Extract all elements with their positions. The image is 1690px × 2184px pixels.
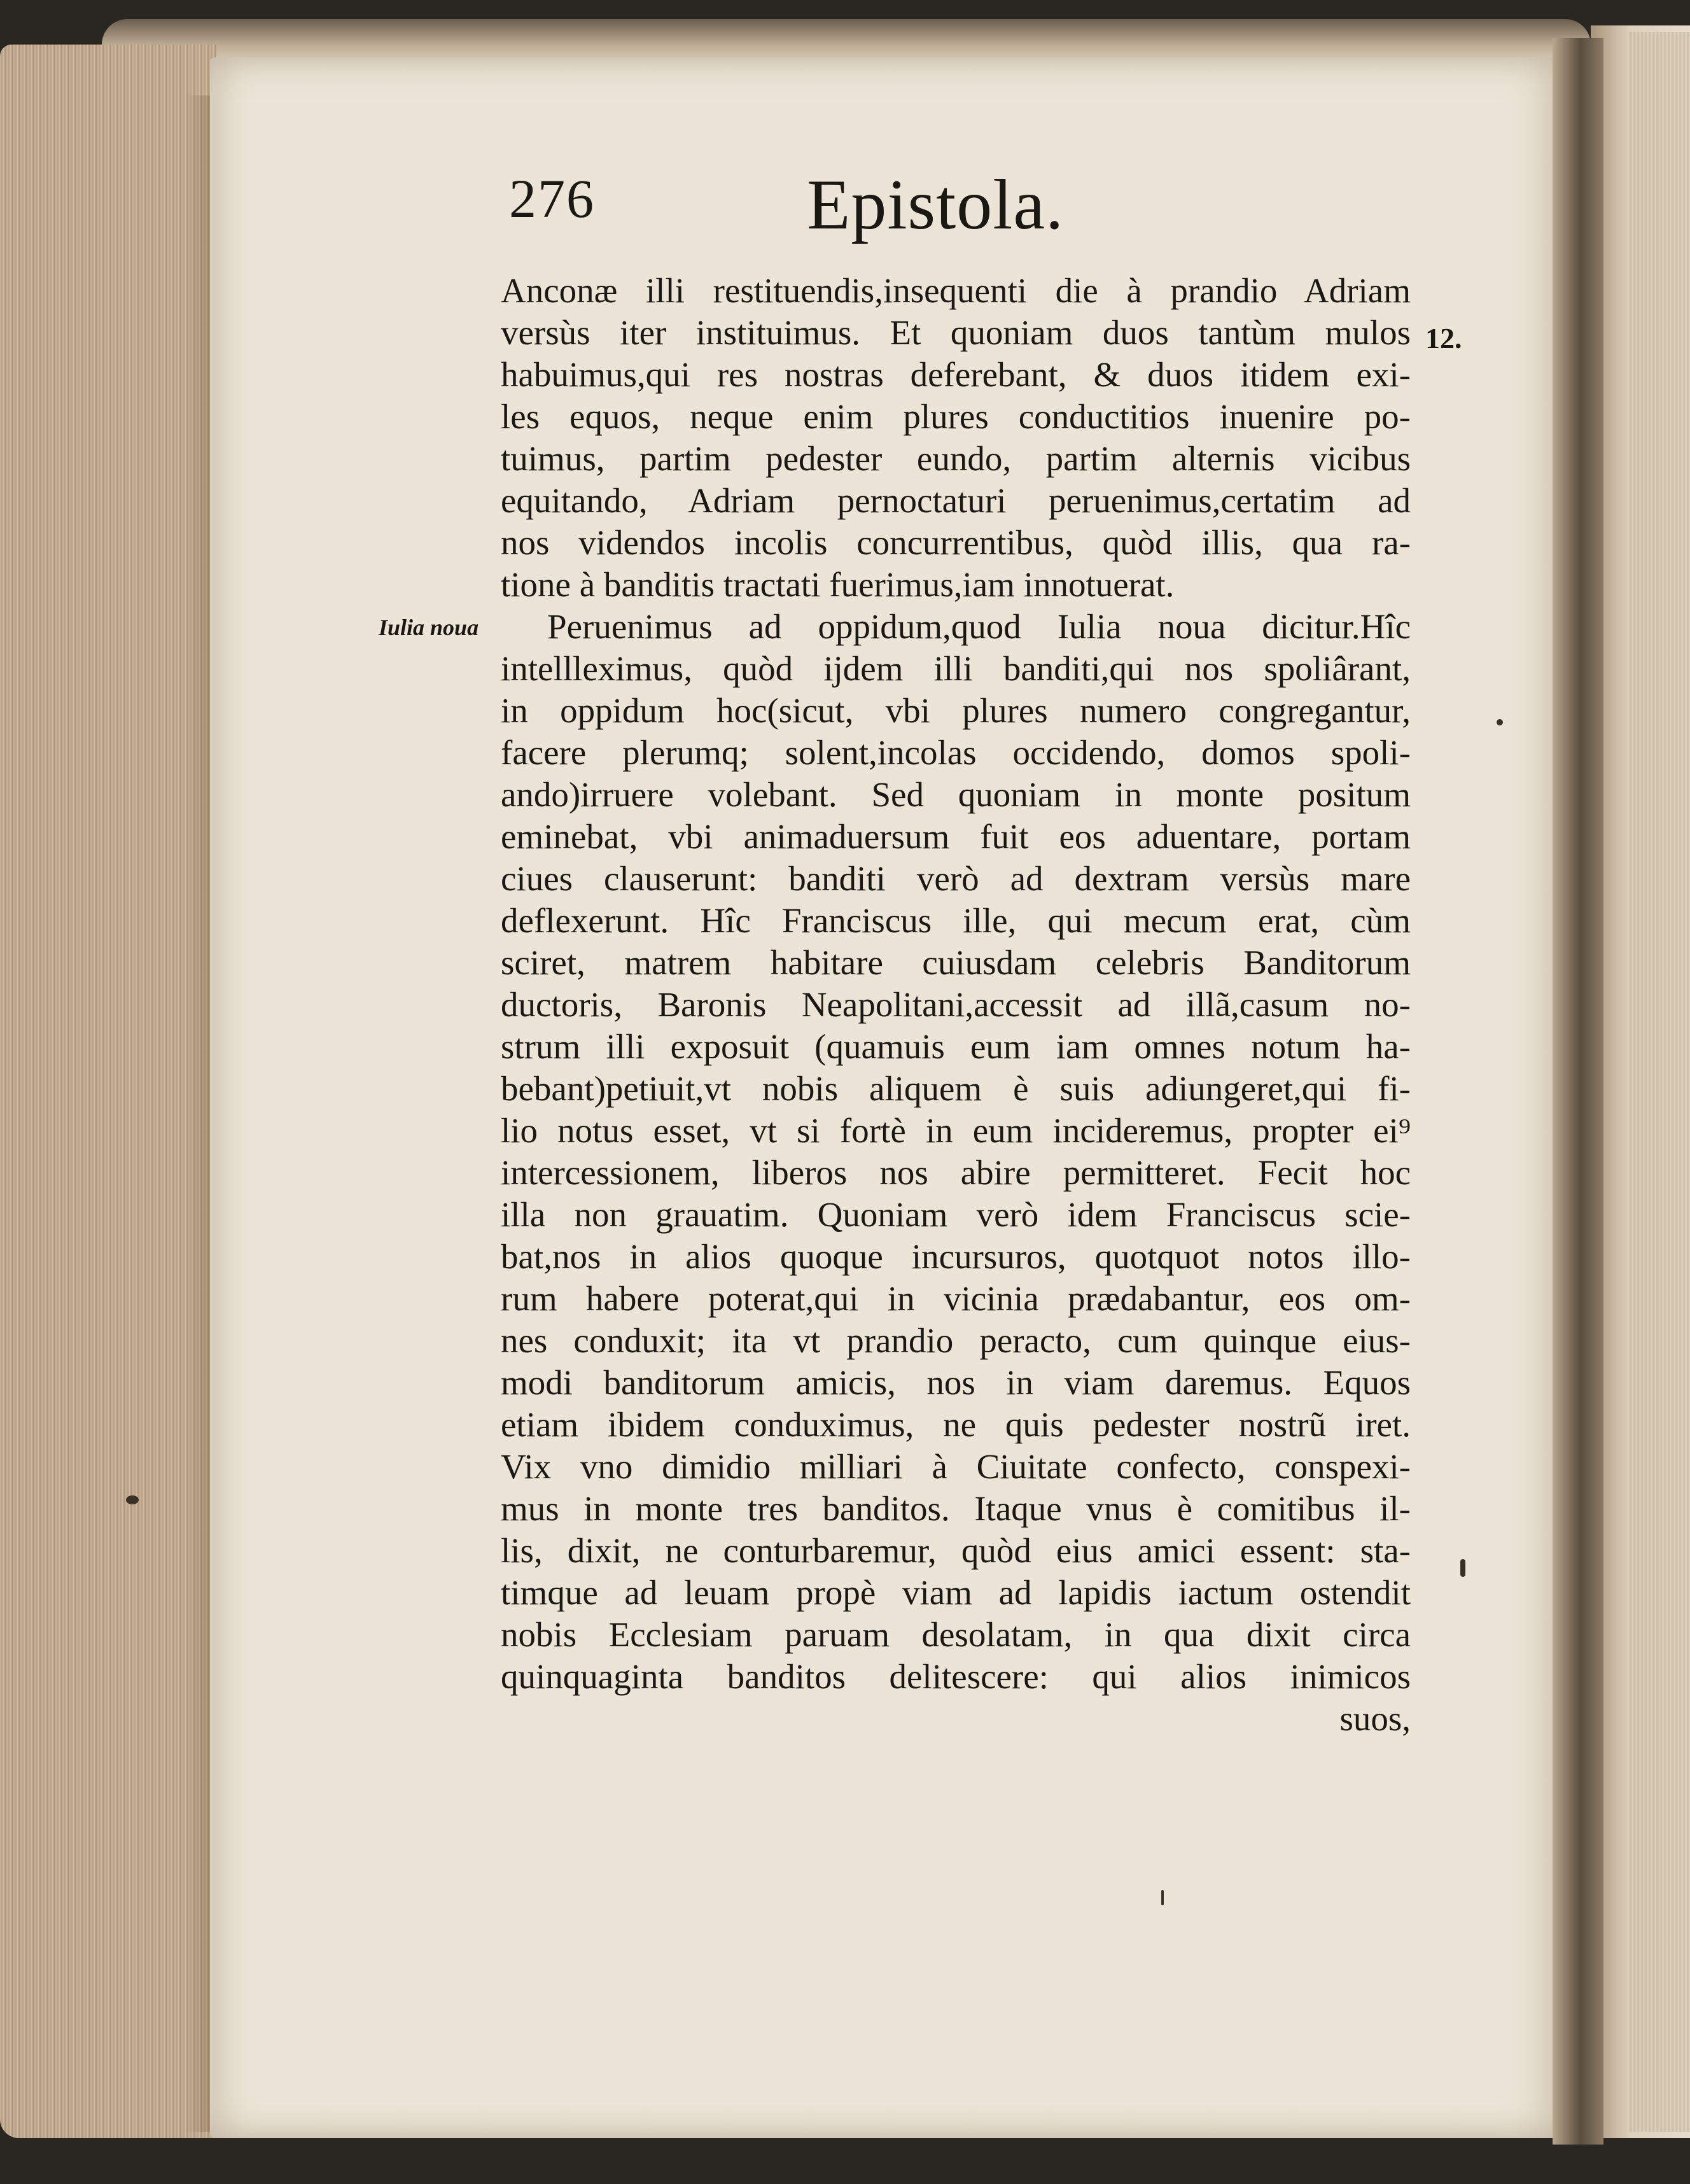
paper-speck xyxy=(1161,1890,1164,1905)
text-line: bat,nos in alios quoque incursuros, quotquot notos illo- xyxy=(501,1237,1411,1276)
paper-speck xyxy=(1497,719,1503,725)
text-line: in oppidum hoc(sicut, vbi plures numero congregantur, xyxy=(501,691,1411,730)
text-line: nos videndos incolis concurrentibus, quòd illis, qua ra- xyxy=(501,523,1411,562)
text-line: tuimus, partim pedester eundo, partim alternis vicibus xyxy=(501,439,1411,478)
text-line: illa non grauatim. Quoniam verò idem Franciscus scie- xyxy=(501,1195,1411,1234)
text-line: Anconæ illi restituendis,insequenti die à prandio Adriam xyxy=(501,271,1411,310)
text-line: equitando, Adriam pernoctaturi peruenimus,certatim ad xyxy=(501,481,1411,520)
text-line: ductoris, Baronis Neapolitani,accessit ad illã,casum no- xyxy=(501,985,1411,1024)
text-line: versùs iter instituimus. Et quoniam duos tantùm mulos xyxy=(501,313,1411,352)
margin-note: Iulia noua xyxy=(379,615,479,640)
text-line: timque ad leuam propè viam ad lapidis iactum ostendit xyxy=(501,1573,1411,1612)
text-line: nobis Ecclesiam paruam desolatam, in qua dixit circa xyxy=(501,1615,1411,1654)
margin-line-number: 12. xyxy=(1425,322,1462,354)
text-line: modi banditorum amicis, nos in viam daremus. Equos xyxy=(501,1363,1411,1402)
text-line: intercessionem, liberos nos abire permitteret. Fecit hoc xyxy=(501,1153,1411,1192)
text-line: tione à banditis tractati fuerimus,iam innotuerat. xyxy=(501,565,1175,604)
paper-speck xyxy=(126,1495,139,1504)
text-line: lio notus esset, vt si fortè in eum incideremus, propter ei⁹ xyxy=(501,1111,1411,1150)
text-line: etiam ibidem conduximus, ne quis pedester nostrũ iret. xyxy=(501,1405,1411,1444)
catchword: suos, xyxy=(1339,1699,1411,1738)
text-line: les equos, neque enim plures conductitios inuenire po- xyxy=(501,397,1411,436)
text-line: strum illi exposuit (quamuis eum iam omnes notum ha- xyxy=(501,1027,1411,1066)
text-line: quinquaginta banditos delitescere: qui alios inimicos xyxy=(501,1657,1411,1696)
text-line: lis, dixit, ne conturbaremur, quòd eius amici essent: sta- xyxy=(501,1531,1411,1570)
text-line: intellleximus, quòd ijdem illi banditi,qui nos spoliârant, xyxy=(501,649,1411,688)
text-line: mus in monte tres banditos. Itaque vnus è comitibus il- xyxy=(501,1489,1411,1528)
text-line: Vix vno dimidio milliari à Ciuitate confecto, conspexi- xyxy=(501,1447,1411,1486)
paper-speck xyxy=(1460,1559,1465,1577)
text-line: eminebat, vbi animaduersum fuit eos aduentare, portam xyxy=(501,817,1411,856)
text-line: habuimus,qui res nostras deferebant, & duos itidem exi- xyxy=(501,355,1411,394)
text-line: ciues clauserunt: banditi verò ad dextram versùs mare xyxy=(501,859,1411,898)
text-line: nes conduxit; ita vt prandio peracto, cum quinque eius- xyxy=(501,1321,1411,1360)
page-number: 276 xyxy=(509,168,595,229)
text-line: facere plerumq; solent,incolas occidendo, domos spoli- xyxy=(501,733,1411,772)
text-line: rum habere poterat,qui in vicinia prædabantur, eos om- xyxy=(501,1279,1411,1318)
text-line: sciret, matrem habitare cuiusdam celebris Banditorum xyxy=(501,943,1411,982)
text-line: bebant)petiuit,vt nobis aliquem è suis adiungeret,qui fi- xyxy=(501,1069,1411,1108)
text-line: deflexerunt. Hîc Franciscus ille, qui mecum erat, cùm xyxy=(501,901,1411,940)
running-head: Epistola. xyxy=(807,165,1065,244)
text-line: Peruenimus ad oppidum,quod Iulia noua dicitur.Hîc xyxy=(547,607,1411,646)
text-line: ando)irruere volebant. Sed quoniam in monte positum xyxy=(501,775,1411,814)
